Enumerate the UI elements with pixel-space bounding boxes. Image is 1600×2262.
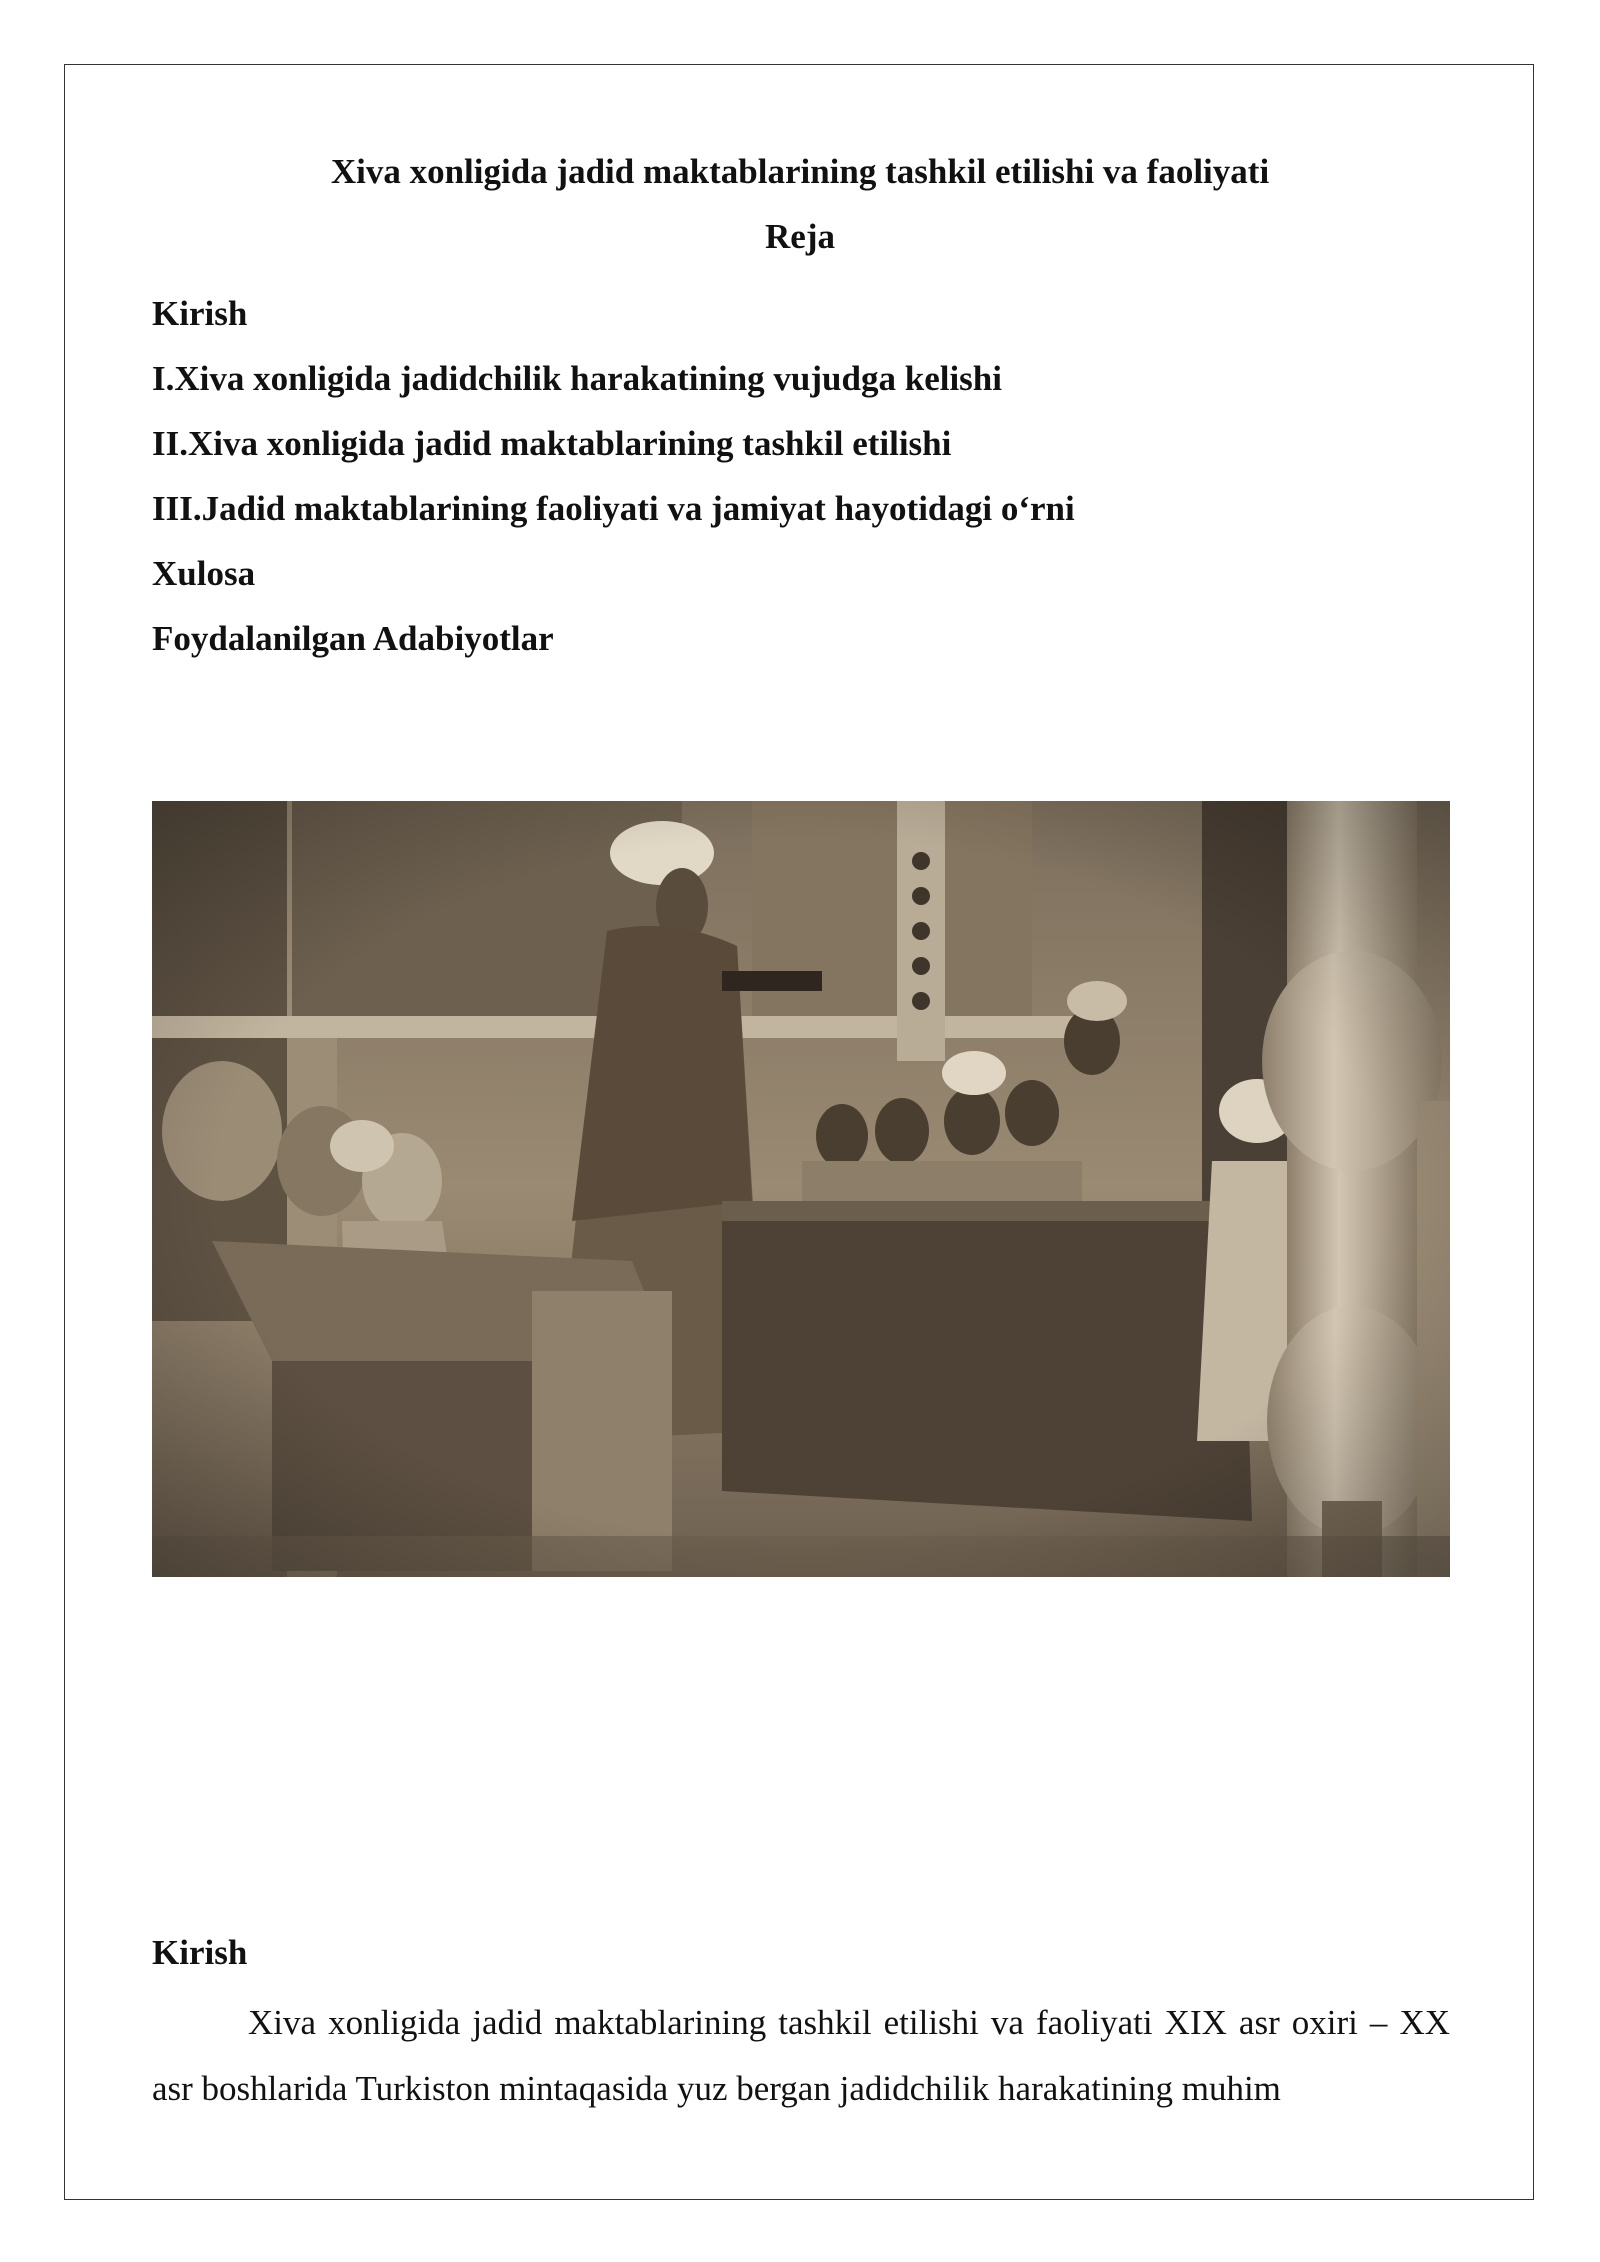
toc-item-intro: Kirish bbox=[152, 294, 248, 333]
toc-item-references: Foydalanilgan Adabiyotlar bbox=[152, 619, 554, 658]
document-title: Xiva xonligida jadid maktablarining tashkil etilishi va faoliyati bbox=[330, 152, 1270, 191]
classroom-photo bbox=[152, 801, 1450, 1577]
toc-item-section-3: III.Jadid maktablarining faoliyati va jamiyat hayotidagi o‘rni bbox=[152, 489, 1075, 528]
plan-heading: Reja bbox=[765, 217, 835, 256]
body-paragraph: Xiva xonligida jadid maktablarining tashkil etilishi va faoliyati XIX asr oxiri – XX asr boshlarida Turkiston mintaqasida yuz bergan jadidchilik harakatining muhim bbox=[152, 2003, 1450, 2108]
toc-item-section-1: I.Xiva xonligida jadidchilik harakatining vujudga kelishi bbox=[152, 359, 1002, 398]
table-of-contents bbox=[152, 281, 1075, 671]
toc-item-conclusion: Xulosa bbox=[152, 554, 256, 593]
section-heading-intro: Kirish bbox=[152, 1933, 248, 1972]
toc-item-section-2: II.Xiva xonligida jadid maktablarining tashkil etilishi bbox=[152, 424, 952, 463]
